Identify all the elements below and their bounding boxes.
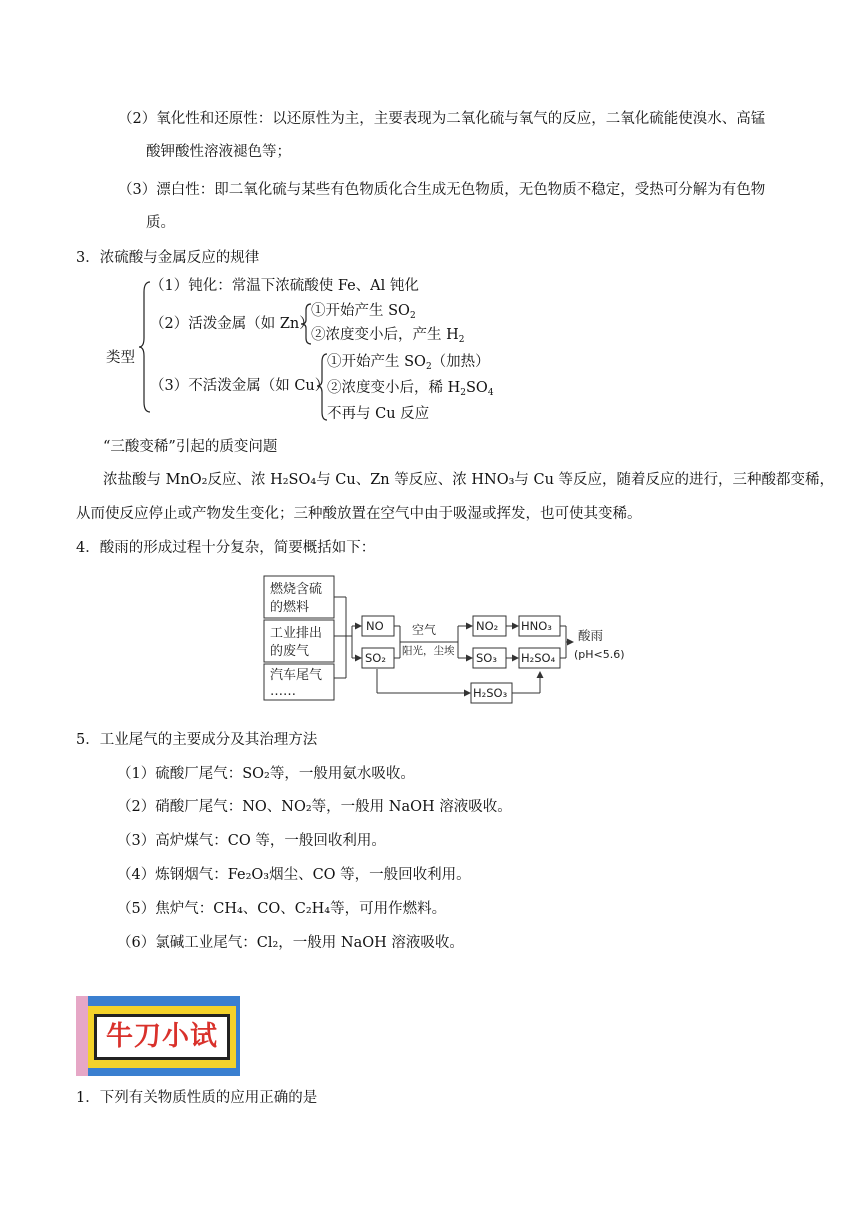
section-heading-3: 3．浓硫酸与金属反应的规律 [76,250,260,266]
source-vehicle-line1: 汽车尾气 [270,668,323,683]
paragraph-line-1: 浓盐酸与 MnO₂反应、浓 H₂SO₄与 Cu、Zn 等反应、浓 HNO₃与 Cu 等反应，随着反应的进行，三种酸都变稀， [103,472,835,488]
node-no2: NO₂ [476,619,499,633]
text-line-oxidation-cont: 酸钾酸性溶液褪色等； [146,144,291,160]
exhaust-item-1: （1）硫酸厂尾气：SO₂等，一般用氨水吸收。 [117,766,415,782]
label-ph: (pH<5.6) [574,648,625,661]
label-air: 空气 [412,623,437,637]
type-item-3: （3）不活泼金属（如 Cu） [150,378,330,394]
practice-badge [76,996,240,1076]
source-fuel-line2: 的燃料 [270,600,310,615]
exhaust-item-5: （5）焦炉气：CH₄、CO、C₂H₄等，可用作燃料。 [117,901,447,917]
exhaust-item-4: （4）炼钢烟气：Fe₂O₃烟尘、CO 等，一般回收利用。 [117,867,471,883]
text-line-bleaching-cont: 质。 [146,215,175,231]
acid-rain-diagram [262,572,632,712]
section-heading-5: 5．工业尾气的主要成分及其治理方法 [76,732,318,748]
active-metal-step-2: ②浓度变小后，产生 $H_2$ [311,327,465,345]
section-heading-4: 4．酸雨的形成过程十分复杂，简要概括如下： [76,540,376,556]
practice-badge-text: 牛刀小试 [94,1014,230,1060]
exhaust-item-6: （6）氯碱工业尾气：Cl₂，一般用 NaOH 溶液吸收。 [117,935,464,951]
node-so2: SO₂ [365,651,386,665]
question-1: 1．下列有关物质性质的应用正确的是 [76,1090,318,1106]
source-industry-line2: 的废气 [270,644,310,659]
node-h2so3: H₂SO₃ [473,686,508,700]
exhaust-item-2: （2）硝酸厂尾气：NO、NO₂等，一般用 NaOH 溶液吸收。 [117,799,512,815]
type-item-1: （1）钝化：常温下浓硫酸使 Fe、Al 钝化 [150,278,419,294]
inactive-metal-step-2: ②浓度变小后，稀 $H_2SO_4$ [327,380,494,398]
type-label: 类型 [106,350,135,366]
sub-heading-dilute-acids: “三酸变稀”引起的质变问题 [103,439,278,455]
source-industry-line1: 工业排出 [270,626,323,641]
node-no: NO [366,619,384,633]
node-hno3: HNO₃ [521,619,552,633]
active-metal-step-1: ①开始产生 $SO_2$ [311,303,416,321]
source-vehicle-line2: …… [270,684,296,699]
type-item-2: （2）活泼金属（如 Zn） [150,316,314,332]
source-fuel-line1: 燃烧含硫 [270,582,323,597]
node-h2so4: H₂SO₄ [521,651,556,665]
inactive-metal-step-3: 不再与 Cu 反应 [327,406,430,422]
exhaust-item-3: （3）高炉煤气：CO 等，一般回收利用。 [117,833,386,849]
label-acid-rain: 酸雨 [578,628,604,643]
text-line-bleaching: （3）漂白性：即二氧化硫与某些有色物质化合生成无色物质，无色物质不稳定，受热可分解为有色物 [118,182,766,198]
paragraph-line-2: 从而使反应停止或产物发生变化；三种酸放置在空气中由于吸湿或挥发，也可使其变稀。 [76,506,642,522]
inactive-metal-step-1: ①开始产生 $SO_2$（加热） [327,354,490,372]
node-so3: SO₃ [476,651,497,665]
label-conditions: 阳光，尘埃 [402,645,455,657]
text-line-oxidation: （2）氧化性和还原性：以还原性为主，主要表现为二氧化硫与氧气的反应，二氧化硫能使溴水、高锰 [118,111,766,127]
